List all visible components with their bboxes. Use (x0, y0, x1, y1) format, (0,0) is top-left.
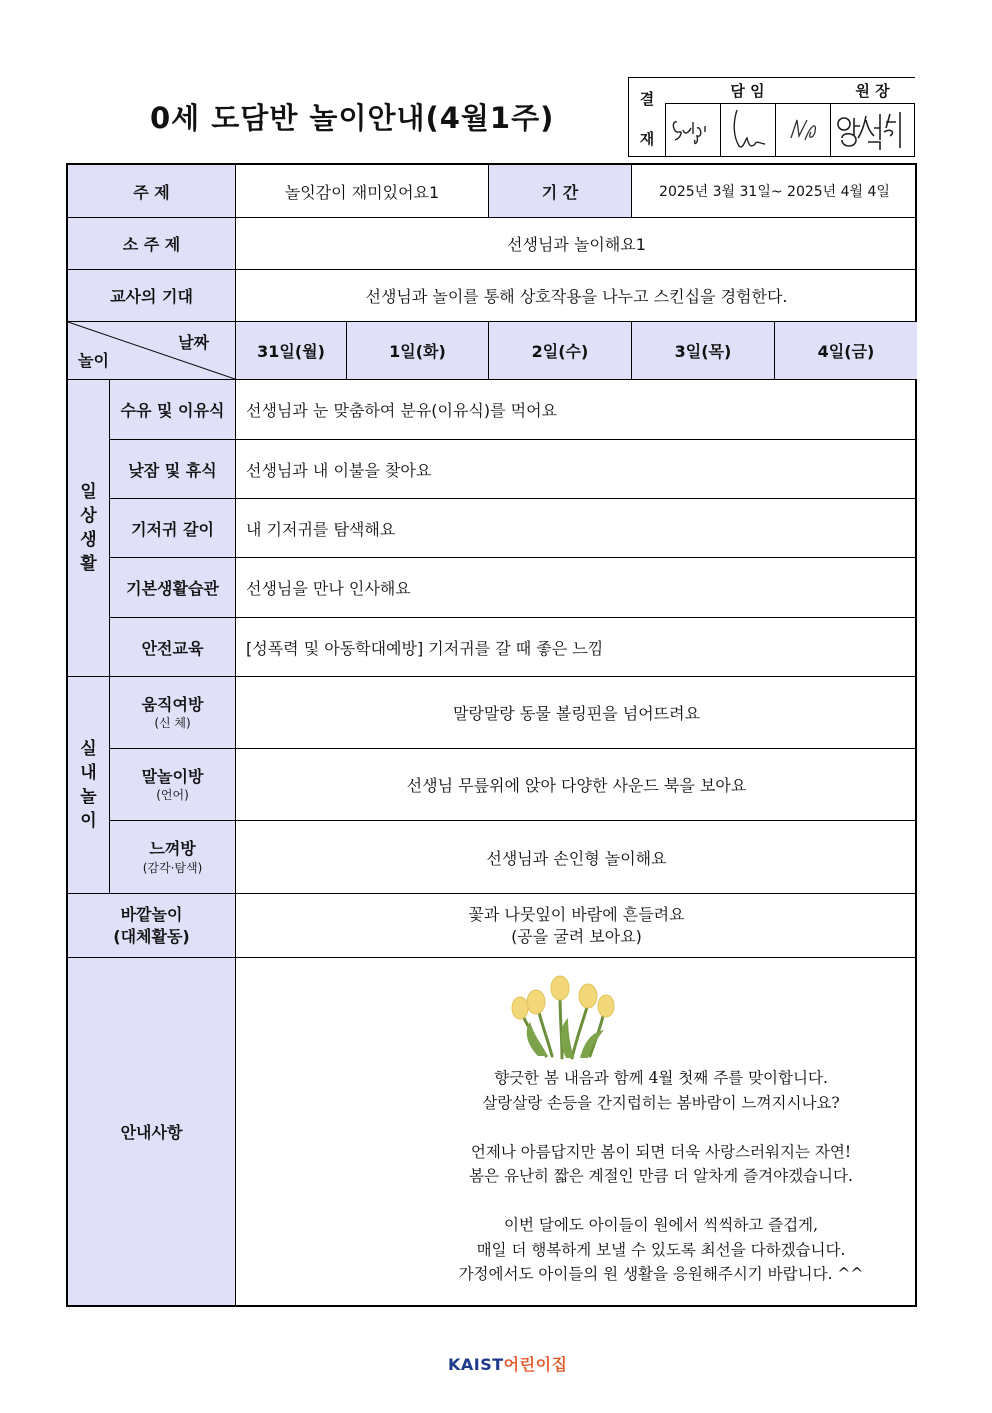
daily-row-text: 선생님과 내 이불을 찾아요 (236, 440, 917, 499)
daily-row-label: 안전교육 (110, 618, 236, 677)
theme-value: 놀잇감이 재미있어요1 (236, 165, 489, 218)
approval-label-bottom: 재 (639, 129, 655, 148)
director-label: 원 장 (830, 78, 915, 103)
daily-life-group-label: 일 상 생 활 (68, 380, 110, 677)
notice-line: 살랑살랑 손등을 간지럽히는 봄바람이 느껴지시나요? (482, 1093, 840, 1112)
day-column-header: 4일(금) (775, 322, 917, 380)
corner-play-label: 놀이 (78, 351, 109, 370)
day-column-header: 31일(월) (236, 322, 347, 380)
day-column-header: 2일(수) (489, 322, 632, 380)
period-label: 기 간 (489, 165, 632, 218)
daily-row-label: 기저귀 갈이 (110, 499, 236, 558)
play-plan-table (66, 163, 917, 1307)
day-column-header: 1일(화) (347, 322, 489, 380)
theme-label: 주 제 (68, 165, 236, 218)
daily-row-label: 기본생활습관 (110, 558, 236, 618)
director-signature (834, 108, 912, 154)
daily-row-text: [성폭력 및 아동학대예방] 기저귀를 갈 때 좋은 느낌 (236, 618, 917, 677)
corner-date-label: 날짜 (178, 333, 209, 352)
tulip-illustration (508, 974, 618, 1060)
outdoor-play-label: 바깥놀이 (대체활동) (68, 894, 236, 958)
notice-line: 가정에서도 아이들의 원 생활을 응원해주시기 바랍니다. ^^ (458, 1265, 864, 1283)
notice-content (236, 958, 917, 1305)
indoor-row-label: 말놀이방 (언어) (110, 749, 236, 821)
signature-3 (781, 108, 825, 152)
day-column-header: 3일(목) (632, 322, 775, 380)
indoor-row-text: 말랑말랑 동물 볼링핀을 넘어뜨려요 (236, 677, 917, 749)
daily-row-text: 선생님을 만나 인사해요 (236, 558, 917, 618)
indoor-row-text: 선생님 무릎위에 앉아 다양한 사운드 북을 보아요 (236, 749, 917, 821)
daily-row-text: 선생님과 눈 맞춤하여 분유(이유식)를 먹어요 (236, 380, 917, 440)
indoor-play-group-label: 실 내 놀 이 (68, 677, 110, 894)
period-value: 2025년 3월 31일~ 2025년 4월 4일 (632, 165, 917, 218)
notice-line: 매일 더 행복하게 보낼 수 있도록 최선을 다하겠습니다. (476, 1240, 846, 1259)
teacher-expectation-label: 교사의 기대 (68, 270, 236, 322)
indoor-row-label: 움직여방 (신 체) (110, 677, 236, 749)
homeroom-label: 담 임 (665, 78, 830, 103)
indoor-row-text: 선생님과 손인형 놀이해요 (236, 821, 917, 894)
signature-1 (669, 108, 717, 152)
daily-row-text: 내 기저귀를 탐색해요 (236, 499, 917, 558)
date-play-corner (68, 322, 236, 380)
page-title: 0세 도담반 놀이안내(4월1주) (150, 101, 555, 135)
notice-line: 이번 달에도 아이들이 원에서 씩씩하고 즐겁게, (503, 1216, 819, 1234)
teacher-expectation-value: 선생님과 놀이를 통해 상호작용을 나누고 스킨십을 경험한다. (236, 270, 917, 322)
daily-row-label: 낮잠 및 휴식 (110, 440, 236, 499)
logo-brand: KAIST (448, 1355, 504, 1374)
notice-line (406, 1189, 916, 1214)
signature-2 (725, 106, 771, 154)
indoor-row-label: 느껴방 (감각·탐색) (110, 821, 236, 894)
notice-line (406, 1115, 916, 1140)
notice-line: 언제나 아름답지만 봄이 되면 더욱 사랑스러워지는 자연! (470, 1142, 852, 1161)
notice-label: 안내사항 (68, 958, 236, 1305)
outdoor-play-text: 꽃과 나뭇잎이 바람에 흔들려요 (공을 굴려 보아요) (236, 894, 917, 958)
subtheme-value: 선생님과 놀이해요1 (236, 218, 917, 270)
subtheme-label: 소 주 제 (68, 218, 236, 270)
notice-line: 봄은 유난히 짧은 계절인 만큼 더 알차게 즐겨야겠습니다. (469, 1167, 853, 1185)
approval-label-top: 결 (639, 89, 655, 108)
approval-box (628, 77, 915, 157)
kaist-kindergarten-logo (448, 1352, 568, 1375)
logo-name: 어린이집 (503, 1355, 568, 1374)
daily-row-label: 수유 및 이유식 (110, 380, 236, 440)
notice-line: 향긋한 봄 내음과 함께 4월 첫째 주를 맞이합니다. (494, 1069, 828, 1087)
